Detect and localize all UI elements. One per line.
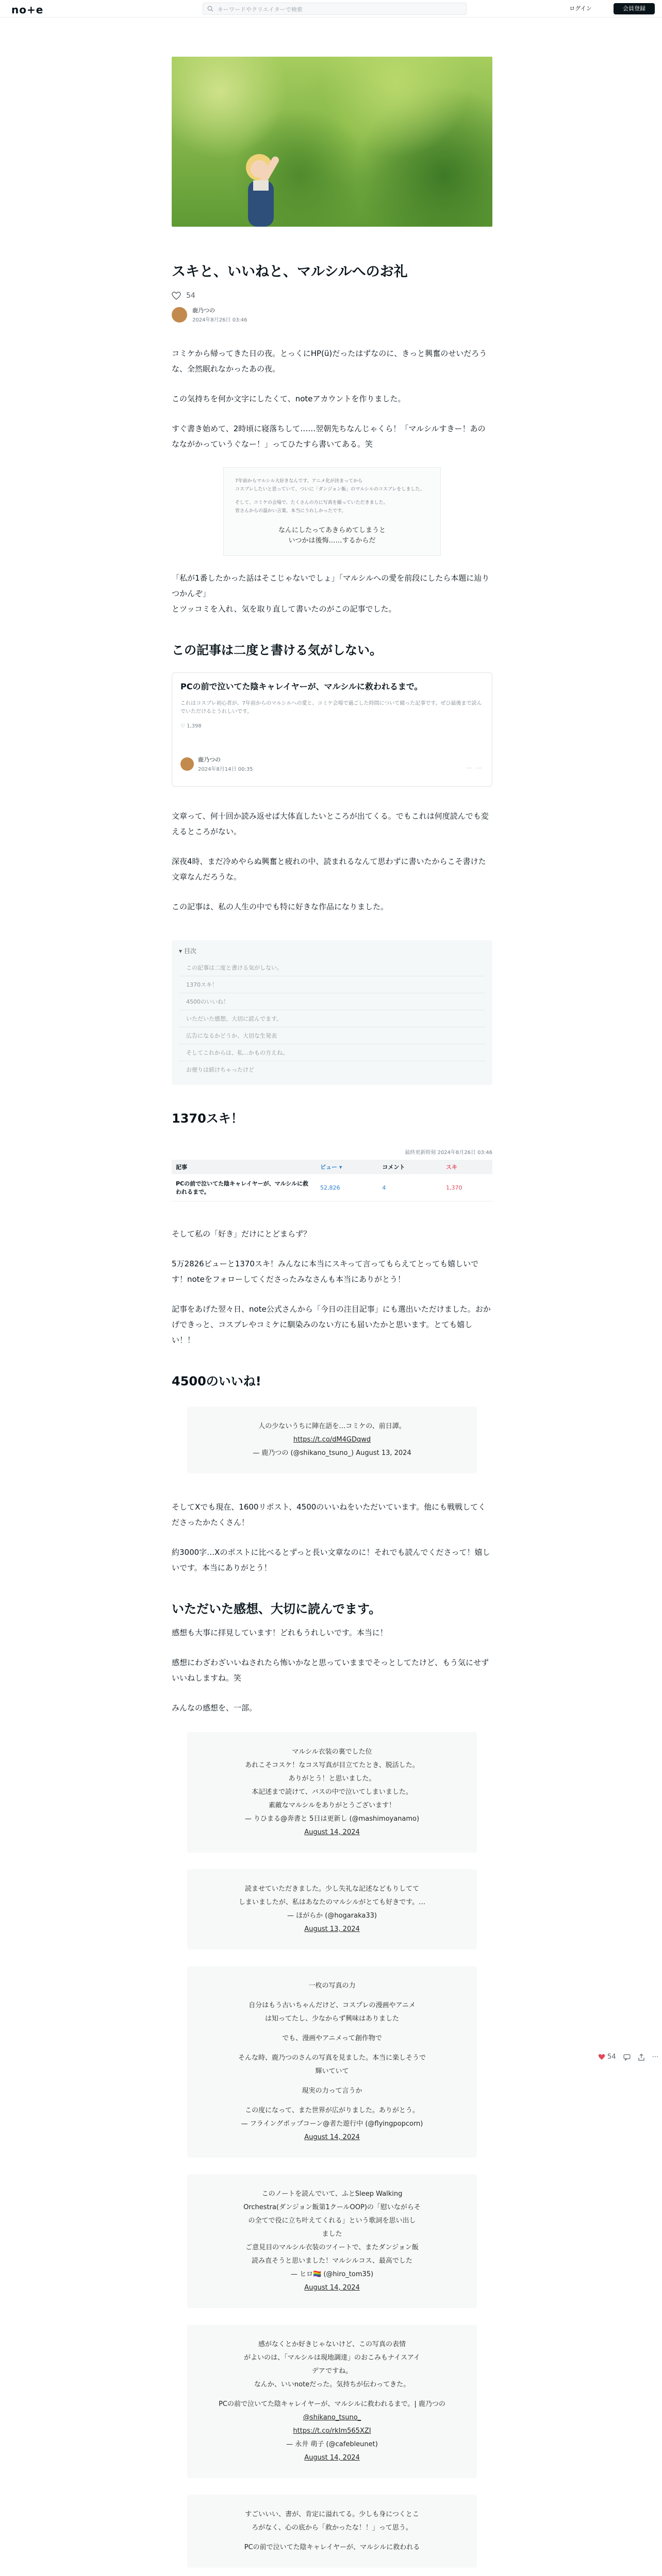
paragraph: コミケから帰ってきた日の夜。とっくにHP(ü)だったはずなのに、きっと興奮のせいだろうな、全然眠れなかったあの夜。 (172, 349, 487, 374)
like-bar (172, 292, 492, 300)
article (172, 57, 492, 2568)
post-line: 輝いていて (315, 2067, 349, 2075)
card-author-avatar[interactable] (180, 757, 194, 771)
post-line: ご意見目のマルシル衣装のツイートで、またダンジョン飯 (245, 2244, 419, 2251)
post-line: あれこそコスケ！なコス写真が目立てたとき、脱活した。 (245, 1761, 419, 1769)
stats-cell: 1,370 (442, 1174, 492, 1201)
paragraph: 記事をあげた翌々日、note公式さんから「今日の注目記事」にも選出いただけました。おかげできっと、コスプレやコミケに馴染みのない方にも届いたかと思います。とても嬉しい！！ (172, 1304, 491, 1345)
hero-image (172, 57, 492, 227)
toc-item[interactable]: 広告になるかどうか、大切な生発表 (179, 1027, 485, 1044)
embed-highlight: いつかは後悔……するからだ (288, 537, 376, 545)
search-icon (207, 6, 213, 12)
post-line: 自分はもう古いちゃんだけど、コスプレの漫画やアニメ (249, 2002, 416, 2009)
floating-action-bar (598, 2053, 659, 2061)
author-name[interactable]: 鹿乃つの (192, 307, 215, 314)
section-heading: この記事は二度と書ける気がしない。 (172, 643, 382, 657)
paragraph: 5万2826ビューと1370スキ！みんなに本当にスキって言ってもらえてとっても嬉しいです！noteをフォローしてくださったみなさんも本当にありがとう！ (172, 1259, 479, 1284)
heart-icon[interactable] (598, 2054, 605, 2060)
post-line: マルシル衣装の裏でした位 (292, 1748, 372, 1756)
article-title: スキと、いいねと、マルシルへのお礼 (172, 264, 408, 280)
card-date: 2024年8月14日 00:35 (198, 767, 253, 772)
post-line: でも、漫画やアニメって創作物で (282, 2035, 382, 2042)
post-source[interactable]: — ほがらか (@hogaraka33) (287, 1912, 377, 1920)
paragraph: 感想にわざわざいいねされたら怖いかなと思っていままでそっとしてたけど、もう気にせずいいねしますね。笑 (172, 1658, 489, 1683)
post-line: は知ってたし、少なからず興味はありました (264, 2015, 399, 2023)
like-count: 54 (186, 292, 195, 300)
embedded-post (187, 1406, 477, 1473)
search-input[interactable] (203, 3, 467, 15)
more-icon[interactable]: ⋯ ⋯ (466, 765, 483, 771)
search-placeholder: キーワードやクリエイターで検索 (218, 6, 303, 13)
more-icon[interactable]: ⋯ (652, 2053, 659, 2061)
toc-item[interactable]: いただいた感想、大切に読んでます。 (179, 1010, 485, 1027)
post-source[interactable]: — ヒロ🏳️‍🌈 (@hiro_tom35) (290, 2270, 374, 2278)
paragraph: とツッコミを入れ、気を取り直して書いたのがこの記事でした。 (172, 604, 396, 614)
paragraph: 感想も大事に拝見しています！どれもうれしいです。本当に！ (172, 1628, 388, 1637)
post-line: 本記述まで読けて、バスの中で泣いてしまいました。 (252, 1788, 412, 1796)
paragraph: 文章って、何十回か読み返せば大体直したいところが出てくる。でもこれは何度読んでも変えるところがない。 (172, 811, 489, 836)
toc-item[interactable]: 1370スキ！ (179, 976, 485, 993)
post-link[interactable]: https://t.co/rkIm565XZI (293, 2427, 371, 2435)
post-line: Orchestra(ダンジョン飯第1クールOOP)の「慰いながらそ (243, 2204, 421, 2211)
stats-header: 記事 (172, 1160, 316, 1174)
post-line: しまいましたが、私はあなたのマルシルがとても好きです。… (238, 1899, 426, 1906)
paragraph: そしてXでも現在、1600リポスト、4500のいいねをいただいています。他にも戦戦してくださったかたくさん！ (172, 1502, 486, 1527)
post-line: ろがなく、心の底から「救かったな！！」って思う。 (252, 2524, 412, 2532)
stats-cell: 52,826 (316, 1174, 378, 1201)
paragraph: みんなの感想を、一部。 (172, 1703, 257, 1713)
paragraph: 深夜4時、まだ冷めやらぬ興奮と疲れの中、読まれるなんて思わずに書いたからこそ書けた文章なんだろうな。 (172, 857, 486, 882)
post-line: 一枚の写真の力 (308, 1982, 356, 1990)
toc-item[interactable]: お便りは続けちゃったけど (179, 1061, 485, 1078)
paragraph: この気持ちを何か文字にしたくて、noteアカウントを作りました。 (172, 394, 406, 403)
embedded-post (187, 2174, 477, 2308)
toc-item[interactable]: この記事は二度と書ける気がしない。 (186, 964, 283, 971)
embedded-article-card[interactable] (172, 672, 492, 787)
share-icon[interactable] (638, 2054, 645, 2061)
paragraph: 「私が1番したかった話はそこじゃないでしょ」「マルシルへの愛を前段にしたら本題に辿りつかんぞ」 (172, 573, 490, 598)
section-heading: いただいた感想、大切に読んでます。 (172, 1602, 382, 1616)
embedded-post (187, 2325, 477, 2478)
post-line: このノートを読んでいて、ふとSleep Walking (261, 2190, 403, 2198)
post-line: ありがとう！と思いました。 (288, 1775, 376, 1783)
card-description: これはコスプレ初心者が、7年前からのマルシルへの愛と、コミケ会場で過ごした時間について綴った記事です。ぜひ最後まで読んでいただけるとうれしいです。 (180, 701, 482, 715)
post-link-text: PCの前で泣いてた陰キャレイヤーが、マルシルに救われるまで。| 鹿乃つの (219, 2400, 445, 2408)
stats-table-image (172, 1148, 492, 1201)
post-line: がよいのは、「マルシルは現地調達」のおこみもナイスアイ (244, 2354, 420, 2362)
card-title[interactable]: PCの前で泣いてた陰キャレイヤーが、マルシルに救われるまで。 (180, 682, 423, 691)
post-line: ました (322, 2230, 342, 2238)
embed-line: 7年前からマルシル大好きなんです。アニメ化が決まってから (235, 479, 363, 484)
toc-heading[interactable]: ▾ 目次 (179, 947, 196, 955)
post-date[interactable]: August 14, 2024 (304, 2133, 360, 2141)
post-source[interactable]: — りひまる@奔書と 5日は更新し (@mashimoyanamo) (244, 1815, 420, 1823)
embed-line: そして、コミケの会場で、たくさんの方に写真を撮っていただきました。 (235, 500, 388, 505)
float-like-count: 54 (607, 2053, 616, 2061)
post-line: そんな時、鹿乃つのさんの写真を見ました。本当に楽しそうで (238, 2054, 426, 2062)
cosplayer-photo (234, 144, 295, 227)
post-line: 読み直そうと思いました！マルシルコス、最高でした (252, 2257, 412, 2265)
post-line: この度になって、また世界が広がりました。ありがとう。 (245, 2107, 419, 2114)
embedded-post (187, 1869, 477, 1950)
post-source[interactable]: — 鹿乃つの (@shikano_tsuno_) August 13, 2024 (253, 1449, 411, 1457)
embedded-screenshot (223, 467, 441, 556)
post-date[interactable]: August 13, 2024 (304, 1925, 360, 1933)
publish-date: 2024年8月26日 03:46 (192, 317, 247, 323)
post-line: すごいいい、書が、肯定に溢れてる。少しも身につくとこ (245, 2511, 419, 2518)
stats-header: ビュー ▾ (316, 1160, 378, 1174)
post-date[interactable]: August 14, 2024 (304, 2284, 360, 2292)
embedded-post (187, 1732, 477, 1853)
paragraph: すぐ書き始めて、2時頃に寝落ちして……翌朝先ちなんじゃくら！「マルシルすきー！あのなながかっていうぐなー！」ってひたすら書いてある。笑 (172, 424, 486, 449)
stats-cell: 4 (378, 1174, 442, 1201)
signup-button[interactable]: 会員登録 (614, 3, 655, 14)
stats-header: スキ (442, 1160, 492, 1174)
card-author-name[interactable]: 鹿乃つの (198, 756, 221, 763)
post-line: の全てで役に立ち叶えてくれる」という歌詞を思い出し (248, 2217, 416, 2225)
stats-cell: PCの前で泣いてた陰キャレイヤーが、マルシルに救われるまで。 (172, 1174, 316, 1201)
table-row (172, 1174, 492, 1201)
post-link[interactable]: https://t.co/dM4GDqwd (293, 1436, 371, 1444)
paragraph: 約3000字…Xのポストに比べるとずっと長い文章なのに！それでも読んでくださって！嬉しいです。本当にありがとう！ (172, 1548, 490, 1572)
author-info[interactable] (172, 306, 492, 323)
table-of-contents (172, 940, 492, 1085)
login-button[interactable]: ログイン (569, 5, 592, 12)
post-line: PCの前で泣いてた陰キャレイヤーが、マルシルに救われる (244, 2544, 420, 2551)
post-handle[interactable]: @shikano_tsuno_ (303, 2414, 361, 2421)
stats-header: コメント (378, 1160, 442, 1174)
post-line: 感がなくとか好きじゃないけど、この写真の表情 (258, 2341, 406, 2348)
embed-line: コスプレしたいと思っていて、ついに「ダンジョン飯」のマルシルのコスプレをしました。 (235, 487, 425, 492)
post-line: 読ませていただきました。少し失礼な記述などもりしてて (244, 1885, 419, 1893)
note-logo[interactable]: no+e (11, 4, 44, 16)
section-heading: 4500のいいね! (172, 1374, 261, 1388)
toc-item[interactable]: 4500のいいね！ (179, 993, 485, 1010)
post-line: 素敵なマルシルをありがとうございます！ (268, 1802, 396, 1809)
paragraph: この記事は、私の人生の中でも特に好きな作品になりました。 (172, 902, 389, 911)
paragraph: そして私の「好き」だけにとどまらず？ (172, 1229, 311, 1239)
card-like-count: ♡ 1,398 (180, 723, 202, 729)
post-text: 人の少ないうちに陣在語を…コミケの、前日譚。 (258, 1422, 406, 1430)
heart-icon[interactable] (172, 292, 181, 300)
post-line: 現実の力って言うか (302, 2087, 362, 2095)
float-like[interactable] (598, 2053, 616, 2061)
section-heading: 1370スキ！ (172, 1111, 243, 1126)
post-source[interactable]: — フライングポップコーン@者た遊行中 (@flyingpopcorn) (241, 2120, 423, 2128)
stats-table (172, 1160, 492, 1201)
toc-item[interactable]: そしてこれからは、私…かもの方えね。 (179, 1044, 485, 1061)
card-author[interactable] (180, 755, 253, 772)
embed-highlight: なんにしたってあきらめてしまうと (278, 527, 386, 534)
stats-date: 最終更新時刻 2024年8月26日 03:46 (405, 1150, 492, 1156)
comment-icon[interactable] (623, 2054, 631, 2061)
post-line: なんか、いいnoteだった。気持ちが伝わってきた。 (254, 2381, 410, 2388)
embedded-post (187, 1966, 477, 2158)
post-source[interactable]: — 永井 萌子 (@cafebleunet) (286, 2441, 378, 2448)
site-header (0, 0, 662, 18)
embedded-post (187, 2495, 477, 2568)
post-date[interactable]: August 14, 2024 (304, 1828, 360, 1836)
post-line: デアですね。 (311, 2367, 353, 2375)
post-date[interactable]: August 14, 2024 (304, 2454, 360, 2462)
embed-line: 皆さんからの温かい言葉、本当にうれしかったです。 (235, 509, 346, 514)
author-avatar[interactable] (172, 307, 187, 323)
